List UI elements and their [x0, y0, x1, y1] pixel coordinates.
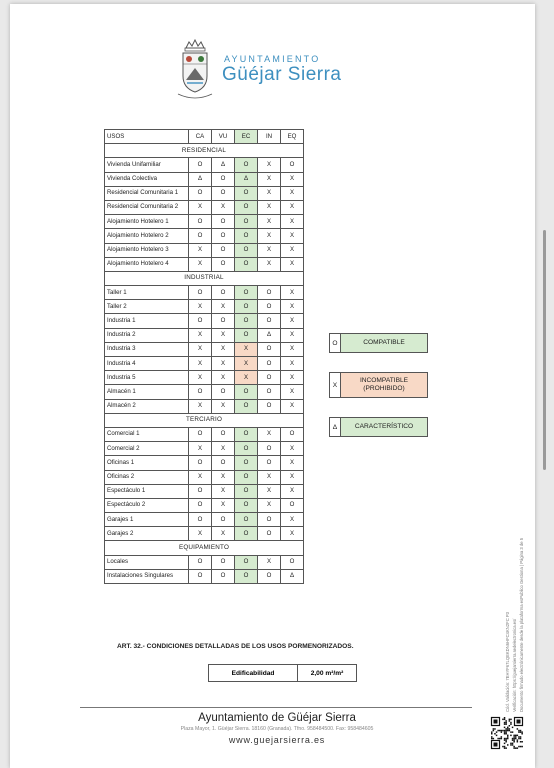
use-name: Comercial 1 [105, 427, 189, 441]
town-name: Güéjar Sierra [222, 64, 342, 85]
header-ca: CA [189, 130, 212, 144]
use-value-vu: O [212, 215, 235, 229]
use-name: Industria 1 [105, 314, 189, 328]
section-title: EQUIPAMIENTO [105, 541, 304, 555]
use-name: Instalaciones Singulares [105, 569, 189, 583]
footer-divider [80, 707, 472, 708]
signature-note: Documento firmado electrónicamente desde la plataforma esPublico Gestiona | Página 3 de 5 [519, 537, 524, 712]
use-value-eq: X [281, 484, 304, 498]
use-value-vu: O [212, 569, 235, 583]
table-row [105, 470, 304, 484]
legend-label: COMPATIBLE [340, 333, 428, 353]
use-value-ca: X [189, 300, 212, 314]
use-value-vu: X [212, 300, 235, 314]
legend-symbol: X [329, 372, 341, 398]
use-value-vu: X [212, 357, 235, 371]
use-value-ec: Δ [235, 172, 258, 186]
use-value-in: X [258, 229, 281, 243]
use-value-vu: X [212, 399, 235, 413]
use-value-in: O [258, 286, 281, 300]
use-value-vu: O [212, 456, 235, 470]
use-value-ec: O [235, 527, 258, 541]
use-value-in: X [258, 484, 281, 498]
use-value-ec: X [235, 357, 258, 371]
use-value-ca: X [189, 257, 212, 271]
footer-website[interactable]: www.guejarsierra.es [228, 735, 326, 745]
use-value-in: O [258, 385, 281, 399]
use-value-vu: O [212, 243, 235, 257]
use-name: Taller 1 [105, 286, 189, 300]
use-value-in: X [258, 243, 281, 257]
use-value-eq: X [281, 371, 304, 385]
section-title: INDUSTRIAL [105, 271, 304, 285]
use-value-ec: X [235, 342, 258, 356]
table-row [105, 357, 304, 371]
article-title: ART. 32.- CONDICIONES DETALLADAS DE LOS USOS PORMENORIZADOS. [117, 643, 354, 650]
use-value-ca: O [189, 555, 212, 569]
use-value-vu: X [212, 484, 235, 498]
table-row [105, 555, 304, 569]
footer-address: Plaza Mayor, 1. Güéjar Sierra. 18160 (Granada). Tfno. 958484500. Fax: 958484605 [180, 726, 374, 732]
use-value-in: O [258, 513, 281, 527]
use-value-ec: O [235, 229, 258, 243]
header-logo [172, 36, 362, 102]
verification-url[interactable]: Verificación: https://guejarsierra.sedelectronica.es/ [512, 618, 517, 712]
use-value-vu: O [212, 513, 235, 527]
header-vu: VU [212, 130, 235, 144]
use-value-eq: X [281, 470, 304, 484]
edificabilidad-label: Edificabilidad [209, 665, 298, 682]
use-value-ec: O [235, 257, 258, 271]
qr-code-icon[interactable] [490, 716, 524, 750]
use-value-eq: X [281, 215, 304, 229]
use-value-in: X [258, 215, 281, 229]
use-value-in: O [258, 527, 281, 541]
use-name: Comercial 2 [105, 442, 189, 456]
use-value-ca: X [189, 470, 212, 484]
use-value-eq: X [281, 357, 304, 371]
use-value-vu: O [212, 186, 235, 200]
section-row [105, 541, 304, 555]
use-name: Alojamiento Hotelero 4 [105, 257, 189, 271]
use-value-ca: X [189, 399, 212, 413]
table-header-row [105, 130, 304, 144]
use-value-in: X [258, 555, 281, 569]
use-value-ec: O [235, 456, 258, 470]
use-value-in: O [258, 371, 281, 385]
use-name: Oficinas 2 [105, 470, 189, 484]
use-value-in: O [258, 569, 281, 583]
use-name: Industria 3 [105, 342, 189, 356]
use-value-vu: O [212, 427, 235, 441]
use-value-in: O [258, 300, 281, 314]
use-value-eq: X [281, 456, 304, 470]
use-value-ec: O [235, 314, 258, 328]
use-value-ec: O [235, 484, 258, 498]
section-title: TERCIARIO [105, 413, 304, 427]
use-value-vu: X [212, 498, 235, 512]
use-value-eq: O [281, 555, 304, 569]
table-row [105, 427, 304, 441]
use-value-ca: O [189, 229, 212, 243]
use-value-ec: O [235, 498, 258, 512]
use-value-eq: X [281, 243, 304, 257]
table-row [105, 286, 304, 300]
use-value-ec: O [235, 399, 258, 413]
use-value-ca: O [189, 186, 212, 200]
use-value-in: O [258, 399, 281, 413]
section-row [105, 144, 304, 158]
table-row [105, 229, 304, 243]
use-value-in: O [258, 442, 281, 456]
use-name: Industria 5 [105, 371, 189, 385]
use-value-vu: X [212, 342, 235, 356]
table-row [105, 399, 304, 413]
use-value-ec: O [235, 555, 258, 569]
use-value-vu: X [212, 328, 235, 342]
use-value-vu: O [212, 172, 235, 186]
edificabilidad-value: 2,00 m²/m² [298, 665, 357, 682]
use-value-ca: O [189, 456, 212, 470]
use-value-vu: O [212, 314, 235, 328]
use-value-in: O [258, 357, 281, 371]
use-value-ca: X [189, 442, 212, 456]
section-row [105, 413, 304, 427]
use-value-ec: O [235, 569, 258, 583]
legend-label: CARACTERÍSTICO [340, 417, 428, 437]
use-value-eq: Δ [281, 569, 304, 583]
use-value-eq: X [281, 314, 304, 328]
use-value-ec: X [235, 371, 258, 385]
use-value-in: X [258, 158, 281, 172]
use-value-eq: X [281, 186, 304, 200]
use-value-ec: O [235, 286, 258, 300]
use-value-ca: O [189, 385, 212, 399]
use-value-eq: X [281, 342, 304, 356]
use-value-vu: X [212, 470, 235, 484]
use-value-ca: O [189, 215, 212, 229]
use-value-eq: X [281, 200, 304, 214]
use-value-eq: X [281, 229, 304, 243]
use-value-ca: O [189, 498, 212, 512]
use-value-in: X [258, 498, 281, 512]
use-value-eq: X [281, 527, 304, 541]
use-value-ec: O [235, 328, 258, 342]
use-value-vu: X [212, 527, 235, 541]
use-value-vu: X [212, 371, 235, 385]
use-value-ec: O [235, 243, 258, 257]
header-usos: USOS [105, 130, 189, 144]
use-name: Vivienda Unifamiliar [105, 158, 189, 172]
use-name: Espectáculo 2 [105, 498, 189, 512]
use-value-eq: X [281, 172, 304, 186]
use-value-vu: O [212, 286, 235, 300]
use-value-vu: O [212, 257, 235, 271]
use-value-ca: X [189, 328, 212, 342]
use-name: Garajes 2 [105, 527, 189, 541]
use-value-ca: O [189, 484, 212, 498]
edificabilidad-table [208, 664, 357, 682]
use-name: Locales [105, 555, 189, 569]
use-value-ec: O [235, 158, 258, 172]
use-value-ca: O [189, 286, 212, 300]
footer-name: Ayuntamiento de Güéjar Sierra [198, 712, 356, 724]
use-value-ca: X [189, 357, 212, 371]
table-row [105, 569, 304, 583]
use-value-in: O [258, 314, 281, 328]
use-value-ec: O [235, 442, 258, 456]
use-name: Almacén 2 [105, 399, 189, 413]
use-value-ca: O [189, 513, 212, 527]
use-value-vu: O [212, 229, 235, 243]
use-value-vu: Δ [212, 158, 235, 172]
legend-symbol: O [329, 333, 341, 353]
use-value-eq: X [281, 399, 304, 413]
use-value-eq: X [281, 286, 304, 300]
table-row [105, 513, 304, 527]
section-title: RESIDENCIAL [105, 144, 304, 158]
legend-label: INCOMPATIBLE (PROHIBIDO) [340, 372, 428, 398]
table-row [105, 498, 304, 512]
use-value-vu: X [212, 442, 235, 456]
use-value-vu: O [212, 385, 235, 399]
header-eq: EQ [281, 130, 304, 144]
use-value-eq: O [281, 498, 304, 512]
use-value-ec: O [235, 300, 258, 314]
use-value-ca: X [189, 527, 212, 541]
use-value-ca: X [189, 243, 212, 257]
use-value-ec: O [235, 200, 258, 214]
use-value-vu: O [212, 555, 235, 569]
use-value-in: X [258, 186, 281, 200]
section-row [105, 271, 304, 285]
use-name: Alojamiento Hotelero 2 [105, 229, 189, 243]
use-value-in: O [258, 456, 281, 470]
use-value-ca: X [189, 371, 212, 385]
use-name: Oficinas 1 [105, 456, 189, 470]
use-value-ec: O [235, 513, 258, 527]
use-value-ca: Δ [189, 172, 212, 186]
use-value-in: X [258, 172, 281, 186]
table-row [105, 200, 304, 214]
table-row [105, 456, 304, 470]
table-row [105, 186, 304, 200]
use-value-eq: X [281, 257, 304, 271]
use-name: Alojamiento Hotelero 1 [105, 215, 189, 229]
table-row [105, 385, 304, 399]
table-row [105, 314, 304, 328]
header-ec: EC [235, 130, 258, 144]
use-value-in: X [258, 470, 281, 484]
validation-code: Cód. Validación: 7EHYF67LQEKDN6HFC4KN2FC P3 [505, 612, 510, 712]
table-row [105, 215, 304, 229]
use-value-eq: X [281, 513, 304, 527]
legend-symbol: Δ [329, 417, 341, 437]
use-value-ca: X [189, 200, 212, 214]
use-name: Espectáculo 1 [105, 484, 189, 498]
use-value-ca: O [189, 158, 212, 172]
use-value-eq: O [281, 158, 304, 172]
use-name: Industria 4 [105, 357, 189, 371]
header-in: IN [258, 130, 281, 144]
table-row [105, 300, 304, 314]
use-name: Residencial Comunitaria 2 [105, 200, 189, 214]
use-value-in: O [258, 342, 281, 356]
use-name: Taller 2 [105, 300, 189, 314]
use-name: Vivienda Colectiva [105, 172, 189, 186]
use-value-ca: O [189, 427, 212, 441]
table-row [105, 172, 304, 186]
use-value-eq: X [281, 328, 304, 342]
use-value-eq: O [281, 427, 304, 441]
use-value-ca: O [189, 314, 212, 328]
use-value-ec: O [235, 427, 258, 441]
uses-table [104, 129, 304, 584]
use-value-in: X [258, 257, 281, 271]
use-value-ec: O [235, 470, 258, 484]
use-name: Residencial Comunitaria 1 [105, 186, 189, 200]
table-row [105, 371, 304, 385]
table-row [105, 257, 304, 271]
use-name: Garajes 1 [105, 513, 189, 527]
use-value-eq: X [281, 385, 304, 399]
table-row [105, 442, 304, 456]
use-value-ec: O [235, 385, 258, 399]
use-value-vu: X [212, 200, 235, 214]
table-row [105, 342, 304, 356]
use-value-ec: O [235, 215, 258, 229]
table-row [105, 527, 304, 541]
scrollbar[interactable] [543, 230, 546, 470]
table-row [105, 484, 304, 498]
table-row [105, 328, 304, 342]
use-value-ca: O [189, 569, 212, 583]
use-value-ca: X [189, 342, 212, 356]
table-row [105, 243, 304, 257]
coat-of-arms-icon [172, 36, 218, 102]
use-name: Almacén 1 [105, 385, 189, 399]
use-value-in: X [258, 200, 281, 214]
table-row [105, 158, 304, 172]
use-value-ec: O [235, 186, 258, 200]
use-value-in: Δ [258, 328, 281, 342]
use-value-in: X [258, 427, 281, 441]
ayuntamiento-label: AYUNTAMIENTO [224, 54, 321, 64]
use-name: Industria 2 [105, 328, 189, 342]
use-name: Alojamiento Hotelero 3 [105, 243, 189, 257]
use-value-eq: X [281, 300, 304, 314]
use-value-eq: X [281, 442, 304, 456]
